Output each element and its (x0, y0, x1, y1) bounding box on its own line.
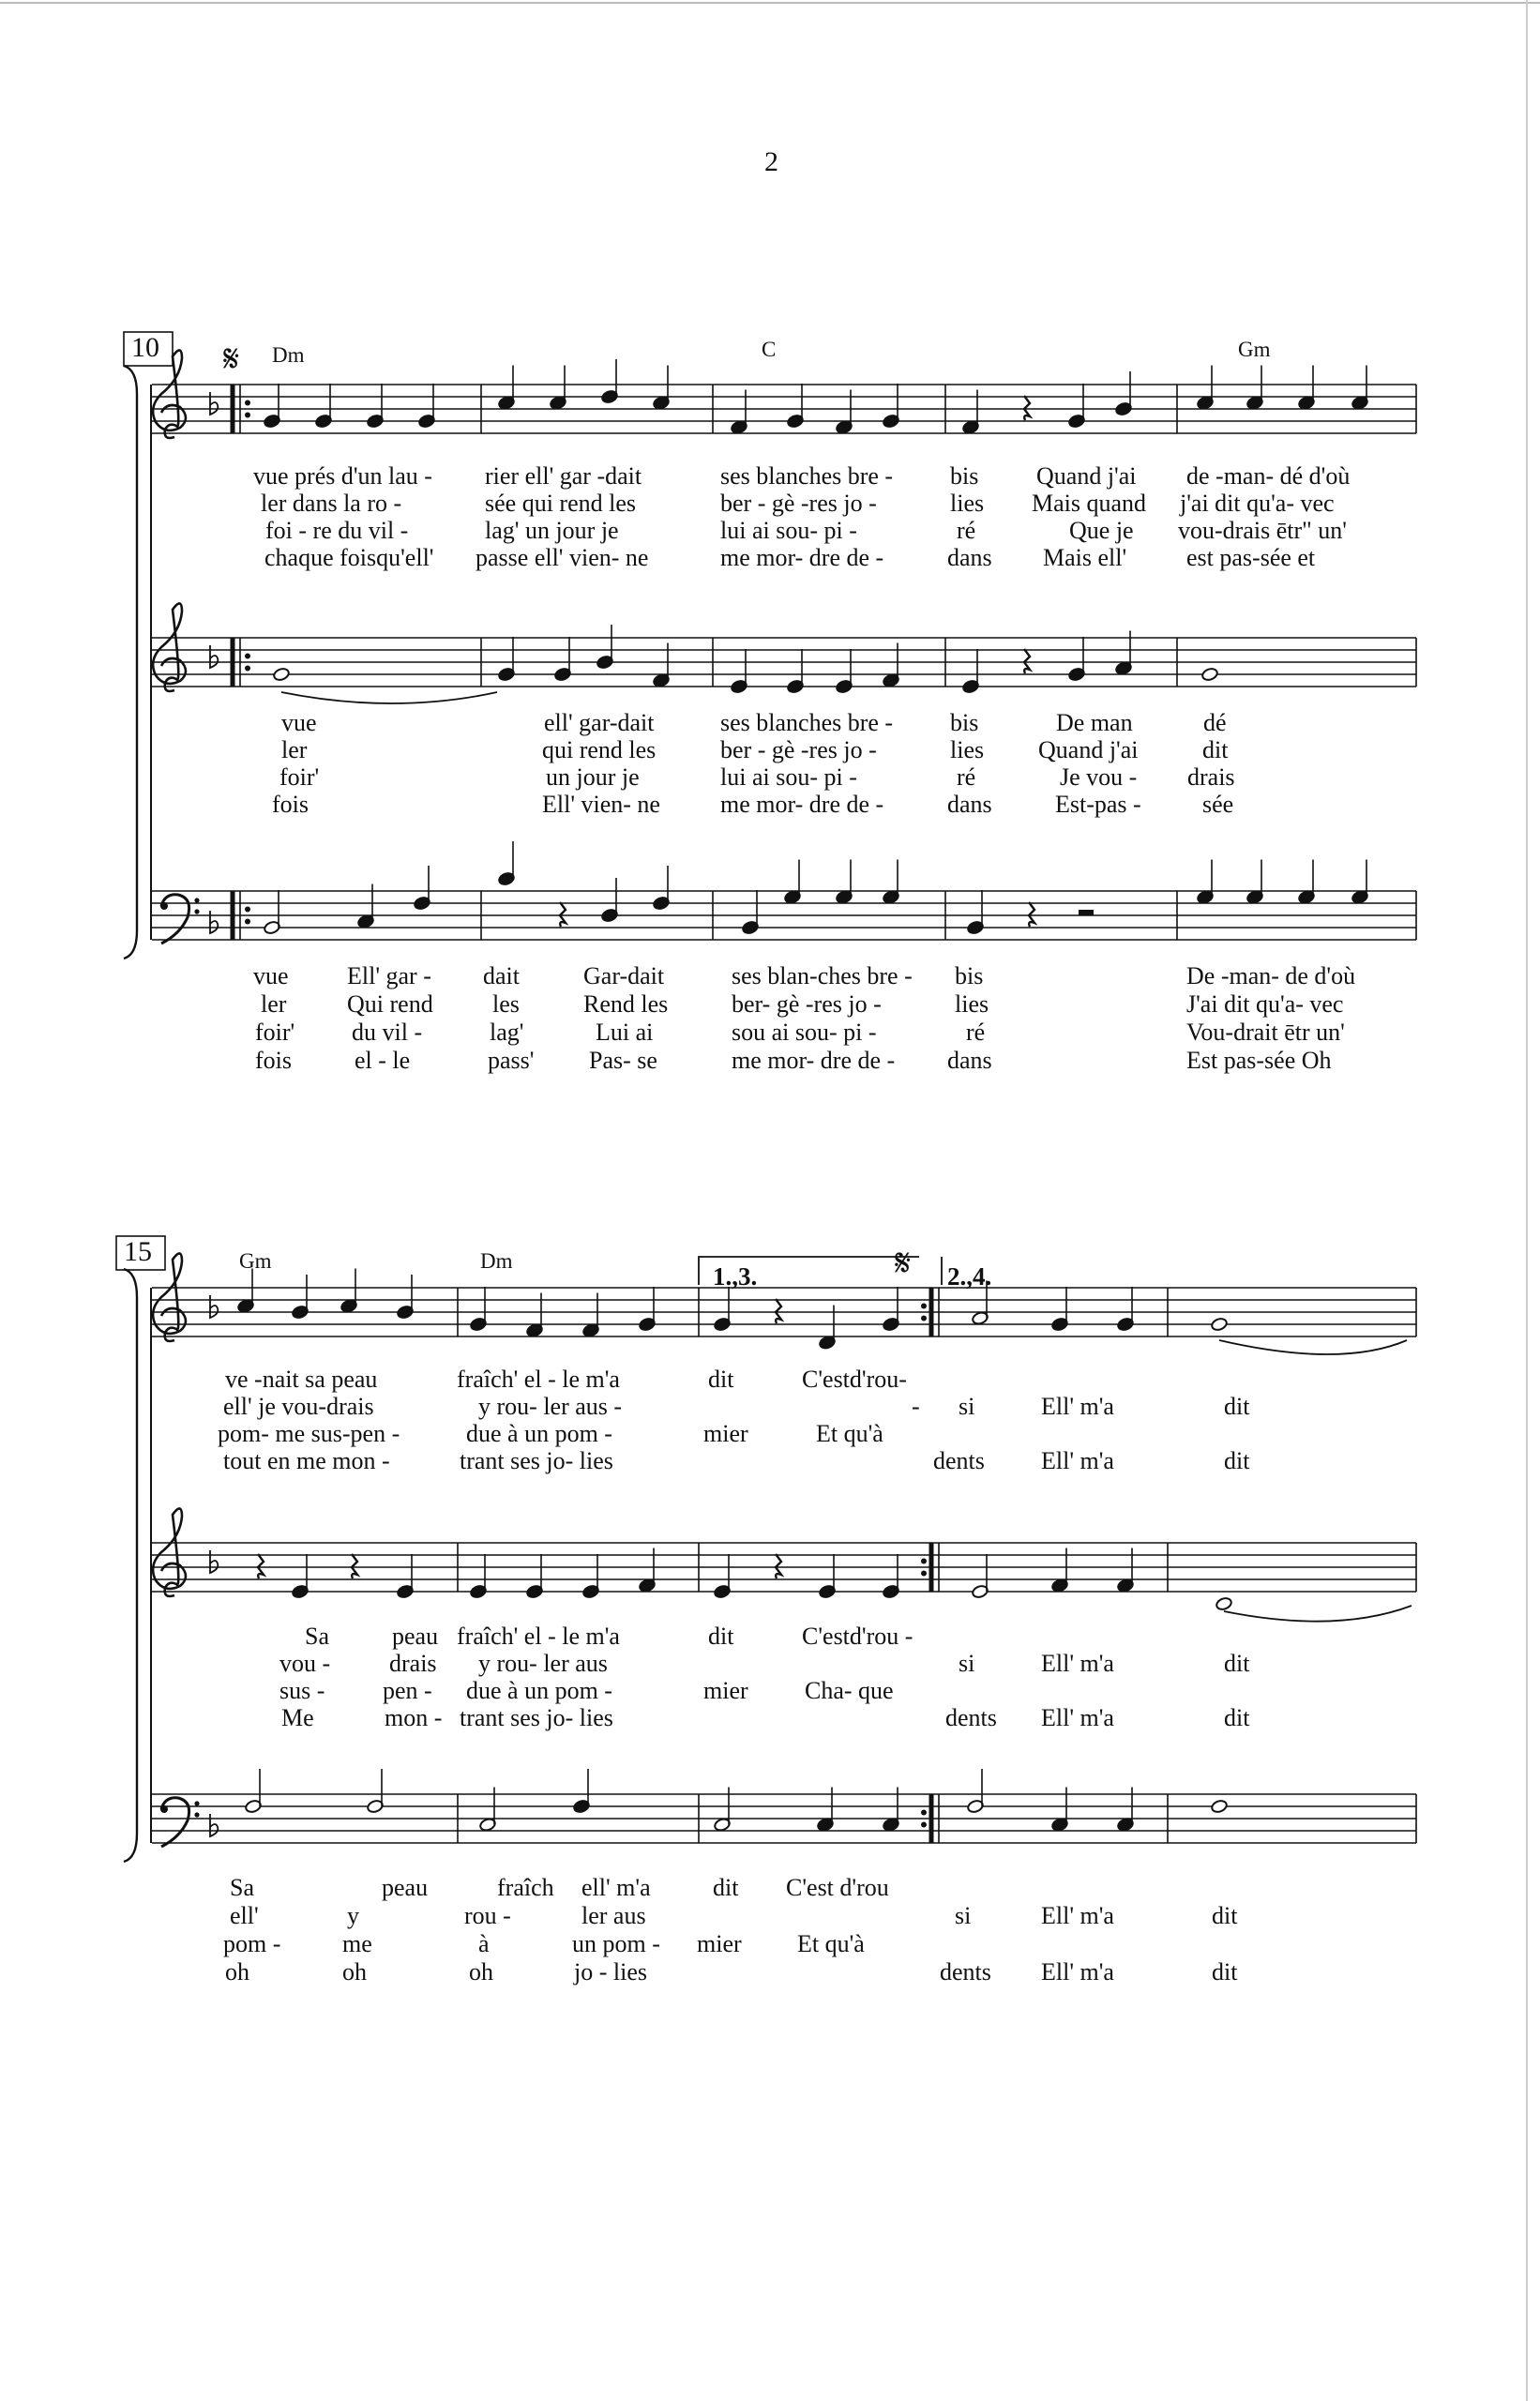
lyric: Ell' m'a (1041, 1393, 1114, 1420)
lyric: Me (281, 1704, 314, 1731)
lyric: dit (713, 1874, 739, 1901)
lyric: lies (955, 990, 989, 1018)
lyric: mon - (385, 1704, 443, 1731)
chord-symbol: Dm (272, 343, 305, 367)
lyric: fois (255, 1047, 292, 1074)
lyric: trant ses jo- lies (460, 1447, 613, 1474)
lyric: vou-drais ētr" un' (1178, 517, 1347, 544)
lyric: dé (1203, 709, 1227, 736)
lyric: dit (1202, 736, 1229, 763)
lyric: ses blanches bre - (720, 709, 894, 736)
lyric: Rend les (583, 990, 669, 1018)
lyric: y rou- ler aus (478, 1650, 608, 1677)
lyric: Je vou - (1060, 763, 1138, 791)
lyric: Vou-drait ētr un' (1186, 1019, 1345, 1046)
lyric: lui ai sou- pi - (720, 763, 857, 791)
lyric: dans (947, 791, 992, 818)
lyric: dents (940, 1958, 991, 1986)
lyric: ell' m'a (581, 1874, 651, 1901)
lyric: oh (342, 1958, 367, 1986)
lyric: ber - gè -res jo - (720, 490, 877, 517)
lyric: - (912, 1393, 920, 1420)
lyric: bis (950, 462, 979, 490)
lyric: Ell' gar - (347, 962, 431, 989)
lyric: me mor- dre de - (720, 791, 884, 818)
lyric: drais (389, 1650, 437, 1677)
lyric: foir' (279, 763, 320, 791)
lyric: dents (933, 1447, 985, 1474)
lyric: à (478, 1930, 490, 1957)
segno-sign: 𝄋 (895, 1242, 912, 1284)
lyric: Sa (230, 1874, 254, 1901)
lyric: pom- me sus-pen - (218, 1420, 400, 1447)
lyric: ve -nait sa peau (225, 1366, 378, 1393)
lyric: dans (947, 544, 992, 571)
lyric: sée (1202, 791, 1234, 818)
lyric: Ell' m'a (1041, 1650, 1114, 1677)
lyric: ré (957, 763, 976, 791)
lyric: si (955, 1902, 972, 1929)
lyric: rou - (464, 1902, 511, 1929)
chord-symbol: C (762, 338, 777, 361)
lyric: pass' (488, 1047, 535, 1074)
lyric: ré (966, 1019, 986, 1046)
lyric: est pas-sée et (1186, 544, 1316, 571)
lyric: Est pas-sée Oh (1186, 1047, 1332, 1074)
lyric: Que je (1069, 517, 1134, 544)
lyric: rier ell' gar -dait (485, 462, 642, 490)
lyric: fraîch (497, 1874, 554, 1901)
lyric: Quand j'ai (1038, 736, 1139, 763)
lyric: ler aus (581, 1902, 646, 1929)
lyric: drais (1187, 763, 1235, 791)
lyric: qui rend les (542, 736, 657, 763)
lyric: pom - (223, 1930, 281, 1957)
lyric: J'ai dit qu'a- vec (1186, 990, 1344, 1018)
lyric: y rou- ler aus - (478, 1393, 623, 1420)
lyric: peau (382, 1874, 429, 1901)
lyric: passe ell' vien- ne (476, 544, 649, 571)
lyric: ler dans la ro - (261, 490, 402, 517)
lyric: lies (950, 490, 985, 517)
lyric: C'est d'rou (786, 1874, 889, 1901)
lyric: foi - re du vil - (265, 517, 409, 544)
lyric: vue (253, 962, 289, 989)
lyric: du vil - (352, 1019, 423, 1046)
lyric: fois (272, 791, 309, 818)
chord-symbol: Gm (239, 1249, 272, 1273)
lyric: ell' gar-dait (544, 709, 655, 736)
lyric: dit (1212, 1902, 1238, 1929)
lyric: mier (703, 1677, 748, 1704)
lyric: Ell' m'a (1041, 1902, 1114, 1929)
lyric: dans (947, 1047, 992, 1074)
measure-number-10: 10 (131, 332, 159, 363)
lyric: me mor- dre de - (720, 544, 884, 571)
lyric: Quand j'ai (1036, 462, 1137, 490)
lyric: ber- gè -res jo - (732, 990, 882, 1018)
lyric: pen - (383, 1677, 432, 1704)
measure-number-15: 15 (124, 1236, 152, 1267)
page-number: 2 (764, 146, 778, 177)
lyric: vue (281, 709, 317, 736)
lyric: dit (708, 1623, 734, 1650)
lyric: Gar-dait (583, 962, 665, 989)
lyric: Mais ell' (1043, 544, 1127, 571)
lyric: lies (950, 736, 985, 763)
lyric: lag' un jour je (485, 517, 619, 544)
lyric: Et qu'à (797, 1930, 865, 1957)
lyric: ell' je vou-drais (223, 1393, 374, 1420)
lyric: foir' (255, 1019, 295, 1046)
lyric: dit (1224, 1393, 1250, 1420)
lyric: dit (1224, 1447, 1250, 1474)
lyric: Cha- que (805, 1677, 894, 1704)
lyric: ses blan-ches bre - (732, 962, 913, 989)
lyric: sou ai sou- pi - (732, 1019, 877, 1046)
lyric: fraîch' el - le m'a (457, 1623, 620, 1650)
lyric: De -man- de d'où (1186, 962, 1356, 989)
lyric: jo - lies (574, 1958, 647, 1986)
lyric: un jour je (546, 763, 640, 791)
lyric: lui ai sou- pi - (720, 517, 857, 544)
lyric: me mor- dre de - (732, 1047, 896, 1074)
lyric: les (492, 990, 520, 1018)
lyric: vou - (279, 1650, 331, 1677)
lyric: j'ai dit qu'a- vec (1180, 490, 1335, 517)
lyric: lag' (490, 1019, 524, 1046)
lyric: trant ses jo- lies (460, 1704, 613, 1731)
lyric: Est-pas - (1055, 791, 1141, 818)
lyric: Ell' m'a (1041, 1958, 1114, 1986)
volta-second-ending: 2.,4. (947, 1262, 992, 1291)
lyric: de -man- dé d'où (1186, 462, 1351, 490)
lyric: C'estd'rou - (802, 1623, 913, 1650)
chord-symbol: Dm (480, 1249, 513, 1273)
lyric: due à un pom - (466, 1420, 612, 1447)
lyric: De man (1056, 709, 1133, 736)
lyric: fraîch' el - le m'a (457, 1366, 620, 1393)
lyric: tout en me mon - (223, 1447, 390, 1474)
lyric: y (347, 1902, 359, 1929)
lyric: ler (261, 990, 287, 1018)
lyric: si (959, 1393, 975, 1420)
lyric: dit (1224, 1650, 1250, 1677)
lyric: el - le (355, 1047, 411, 1074)
lyric: Et qu'à (816, 1420, 883, 1447)
lyric: dit (1224, 1704, 1250, 1731)
chord-symbol: Gm (1238, 338, 1271, 361)
lyric: dents (945, 1704, 997, 1731)
lyric: due à un pom - (466, 1677, 612, 1704)
lyric: ses blanches bre - (720, 462, 894, 490)
lyric: me (342, 1930, 372, 1957)
lyric: un pom - (572, 1930, 660, 1957)
lyric: dit (1212, 1958, 1238, 1986)
lyric: Ell' vien- ne (542, 791, 660, 818)
lyric: Ell' m'a (1041, 1704, 1114, 1731)
lyric: chaque foisqu'ell' (264, 544, 434, 571)
lyric: oh (469, 1958, 493, 1986)
lyric: peau (392, 1623, 439, 1650)
lyric: ler (281, 736, 308, 763)
lyric: Mais quand (1032, 490, 1147, 517)
lyric: Qui rend (347, 990, 433, 1018)
lyric: bis (955, 962, 984, 989)
lyric: C'estd'rou- (802, 1366, 907, 1393)
lyric: vue prés d'un lau - (253, 462, 432, 490)
lyric: Sa (305, 1623, 329, 1650)
lyric: dait (483, 962, 520, 989)
segno-sign: 𝄋 (223, 338, 240, 380)
lyric: mier (703, 1420, 748, 1447)
lyric: Lui ai (596, 1019, 654, 1046)
lyric: ell' (230, 1902, 259, 1929)
lyric: sus - (279, 1677, 325, 1704)
lyric: dit (708, 1366, 734, 1393)
lyric: Pas- se (589, 1047, 657, 1074)
lyric: oh (225, 1958, 249, 1986)
lyric: ber - gè -res jo - (720, 736, 877, 763)
lyric: mier (697, 1930, 742, 1957)
lyric: sée qui rend les (485, 490, 637, 517)
volta-first-ending: 1.,3. (713, 1262, 758, 1291)
lyric: si (959, 1650, 975, 1677)
lyric: Ell' m'a (1041, 1447, 1114, 1474)
lyric: ré (957, 517, 976, 544)
lyric: bis (950, 709, 979, 736)
